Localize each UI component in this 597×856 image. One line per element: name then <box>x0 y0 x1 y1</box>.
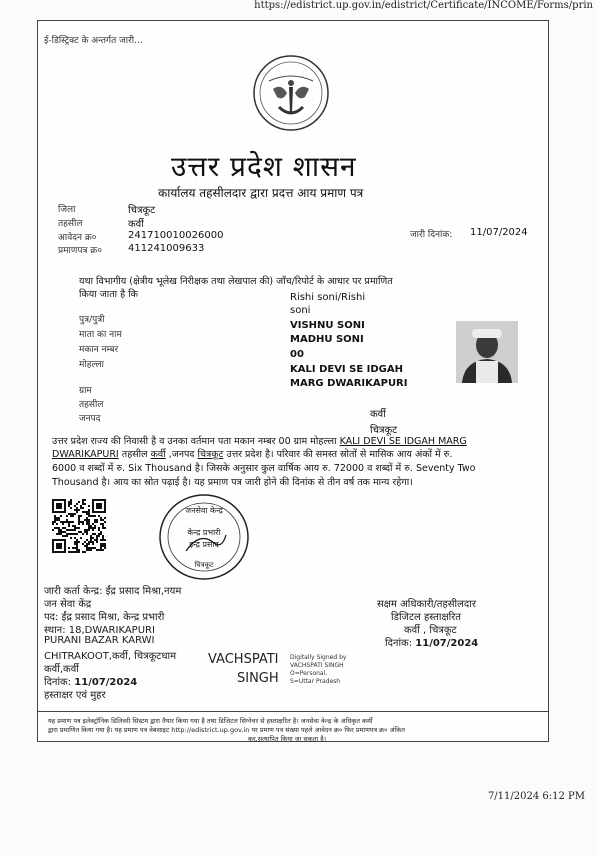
footnote-line-2: द्वारा प्रमाणित किया गया है। यह प्रमाण पत्र वेबसाइट http://edistrict.up.gov.in पर प्रमाण पत्र संख्या पहले आवेदन क्र० फिर प्रमाणपत्र क्र० अंकित <box>48 726 405 734</box>
page-subtitle: कार्यालय तहसीलदार द्वारा प्रदत्त आय प्रमाण पत्र <box>158 186 364 200</box>
locality-value-2: MARG DWARIKAPURI <box>290 378 408 389</box>
state-emblem-icon <box>251 53 331 137</box>
page-title: उत्तर प्रदेश शासन <box>171 150 357 183</box>
address-line-3: CHITRAKOOT,कर्वी, चित्रकूटधाम <box>44 651 177 662</box>
seal-bottom-text: चित्रकूट <box>194 561 214 569</box>
issuer-line: जारी कर्ता केन्द्र: ईंद्र प्रसाद मिश्रा,नयम <box>44 586 182 597</box>
village-label: ग्राम <box>79 386 92 396</box>
right-date-value: 11/07/2024 <box>415 638 479 649</box>
body-line-2 <box>52 448 452 461</box>
house-value: 00 <box>290 349 304 360</box>
application-label: आवेदन क्र० <box>58 233 97 243</box>
browser-url: https://edistrict.up.gov.in/edistrict/Certificate/INCOME/Forms/prin <box>254 0 593 11</box>
issue-date-value: 11/07/2024 <box>470 227 528 238</box>
district-value: चित्रकूट <box>128 205 156 216</box>
print-timestamp: 7/11/2024 6:12 PM <box>487 791 585 802</box>
place-line: स्थान: 18,DWARIKAPURI <box>44 625 155 636</box>
body-line-1 <box>52 435 467 448</box>
person-tehsil-label: तहसील <box>79 400 104 410</box>
father-value: VISHNU SONI <box>290 320 365 331</box>
tehsil-label: तहसील <box>58 219 83 229</box>
certificate-value: 411241009633 <box>128 243 205 254</box>
mother-value: MADHU SONI <box>290 334 364 345</box>
son-daughter-label: पुत्र/पुत्री <box>79 315 105 325</box>
footnote-line-3: कर,सत्यापित किया जा सकता है। <box>248 735 327 743</box>
qr-code-icon <box>52 499 106 553</box>
address-line-2: PURANI BAZAR KARWI <box>44 635 155 646</box>
tehsil-value: कर्वी <box>128 219 144 230</box>
certificate-label: प्रमाणपत्र क्र० <box>58 246 102 256</box>
left-date <box>44 674 137 688</box>
body-line-4: Thousand है। आय का स्रोत पढ़ाई है। यह प्रमाण पत्र जारी होने की दिनांक से तीन वर्ष तक मान्य रहेगा। <box>52 477 413 488</box>
digital-sign-detail-2: VACHSPATI SINGH <box>290 662 344 669</box>
mother-label: माता का नाम <box>79 330 122 340</box>
body-line-1-address: KALI DEVI SE IDGAH MARG <box>339 436 467 447</box>
issue-date-label: जारी दिनांक: <box>410 230 453 240</box>
body-line-2-text: उत्तर प्रदेश है। परिवार की समस्त स्रोतों से मासिक आय अंकों में रु. <box>226 449 453 460</box>
certificate <box>37 20 549 742</box>
intro-text: यथा विभागीय (क्षेत्रीय भूलेख निरीक्षक तथा लेखपाल की) जाँच/रिपोर्ट के आधार पर प्रमाणित किया जाता है कि <box>79 276 393 300</box>
sign-seal-label: हस्ताक्षर एवं मुहर <box>44 690 106 701</box>
locality-label: मोहल्ला <box>79 360 104 370</box>
name-value-1: Rishi soni/Rishi <box>290 292 366 303</box>
application-value: 241710010026000 <box>128 230 224 241</box>
authority-line: सक्षम अधिकारी/तहसीलदार <box>377 599 476 610</box>
house-label: मकान नम्बर <box>79 345 119 355</box>
person-tehsil-value: कर्वी <box>370 409 386 420</box>
seal-mid-text-1: केन्द्र प्रभारी <box>187 528 221 537</box>
body-line-2-district-label: ,जनपद <box>168 449 195 460</box>
jan-seva-kendra-seal <box>156 491 252 587</box>
person-district-value: चित्रकूट <box>370 425 398 436</box>
seal-top-text: जनसेवा केन्द्र <box>185 506 223 515</box>
body-line-2-district: चित्रकूट <box>197 449 224 460</box>
person-district-label: जनपद <box>79 414 101 424</box>
seal-mid-text-2: इन्द्र प्रसाद <box>189 540 219 549</box>
digital-sign-detail-4: S=Uttar Pradesh <box>290 678 341 685</box>
digital-sign-line: डिजिटल हस्ताक्षरित <box>391 612 461 623</box>
digital-sign-name-2: SINGH <box>237 671 279 686</box>
right-date <box>385 635 478 649</box>
post-line: पद: ईंद्र प्रसाद मिश्रा, केन्द्र प्रभारी <box>44 612 165 623</box>
body-line-1-text: उत्तर प्रदेश राज्य की निवासी है व उनका वर्तमान पता मकान नम्बर 00 ग्राम मोहल्ला <box>52 436 337 447</box>
left-date-value: 11/07/2024 <box>74 677 138 688</box>
authority-place: कर्वी , चित्रकूट <box>404 625 457 636</box>
body-line-2-tehsil-label: तहसील <box>121 449 148 460</box>
digital-sign-detail-1: Digitally Signed by <box>290 654 347 661</box>
footnote-divider <box>38 711 548 712</box>
address-line-4: कर्वी,कर्वी <box>44 664 79 675</box>
right-date-label: दिनांक: <box>385 638 413 649</box>
body-line-2-address: DWARIKAPURI <box>52 449 119 460</box>
digital-sign-name-1: VACHSPATI <box>208 652 279 667</box>
locality-value-1: KALI DEVI SE IDGAH <box>290 364 403 375</box>
body-line-3: 6000 व शब्दों में रु. Six Thousand है। जिसके अनुसार कुल वार्षिक आय रु. 72000 व शब्दों में रु. Seventy Two <box>52 463 476 474</box>
body-line-2-tehsil: कर्वी <box>150 449 166 460</box>
edistrict-note: ई-डिस्ट्रिक्ट के अन्तर्गत जारी... <box>44 36 143 46</box>
applicant-photo <box>456 321 518 383</box>
footnote-line-1: यह प्रमाण पत्र इलेक्ट्रॉनिक डिलिवरी सिस्टम द्वारा तैयार किया गया है तथा डिजिटल सिग्नेचर से हस्ताक्षरित है। जनसेवा केन्द्र के अधिकृत कर्मी <box>48 717 373 725</box>
left-date-label: दिनांक: <box>44 677 72 688</box>
district-label: जिला <box>58 205 76 215</box>
center-name: जन सेवा केंद्र <box>44 599 92 610</box>
digital-sign-detail-3: O=Personal, <box>290 670 328 677</box>
name-value-2: soni <box>290 305 311 316</box>
